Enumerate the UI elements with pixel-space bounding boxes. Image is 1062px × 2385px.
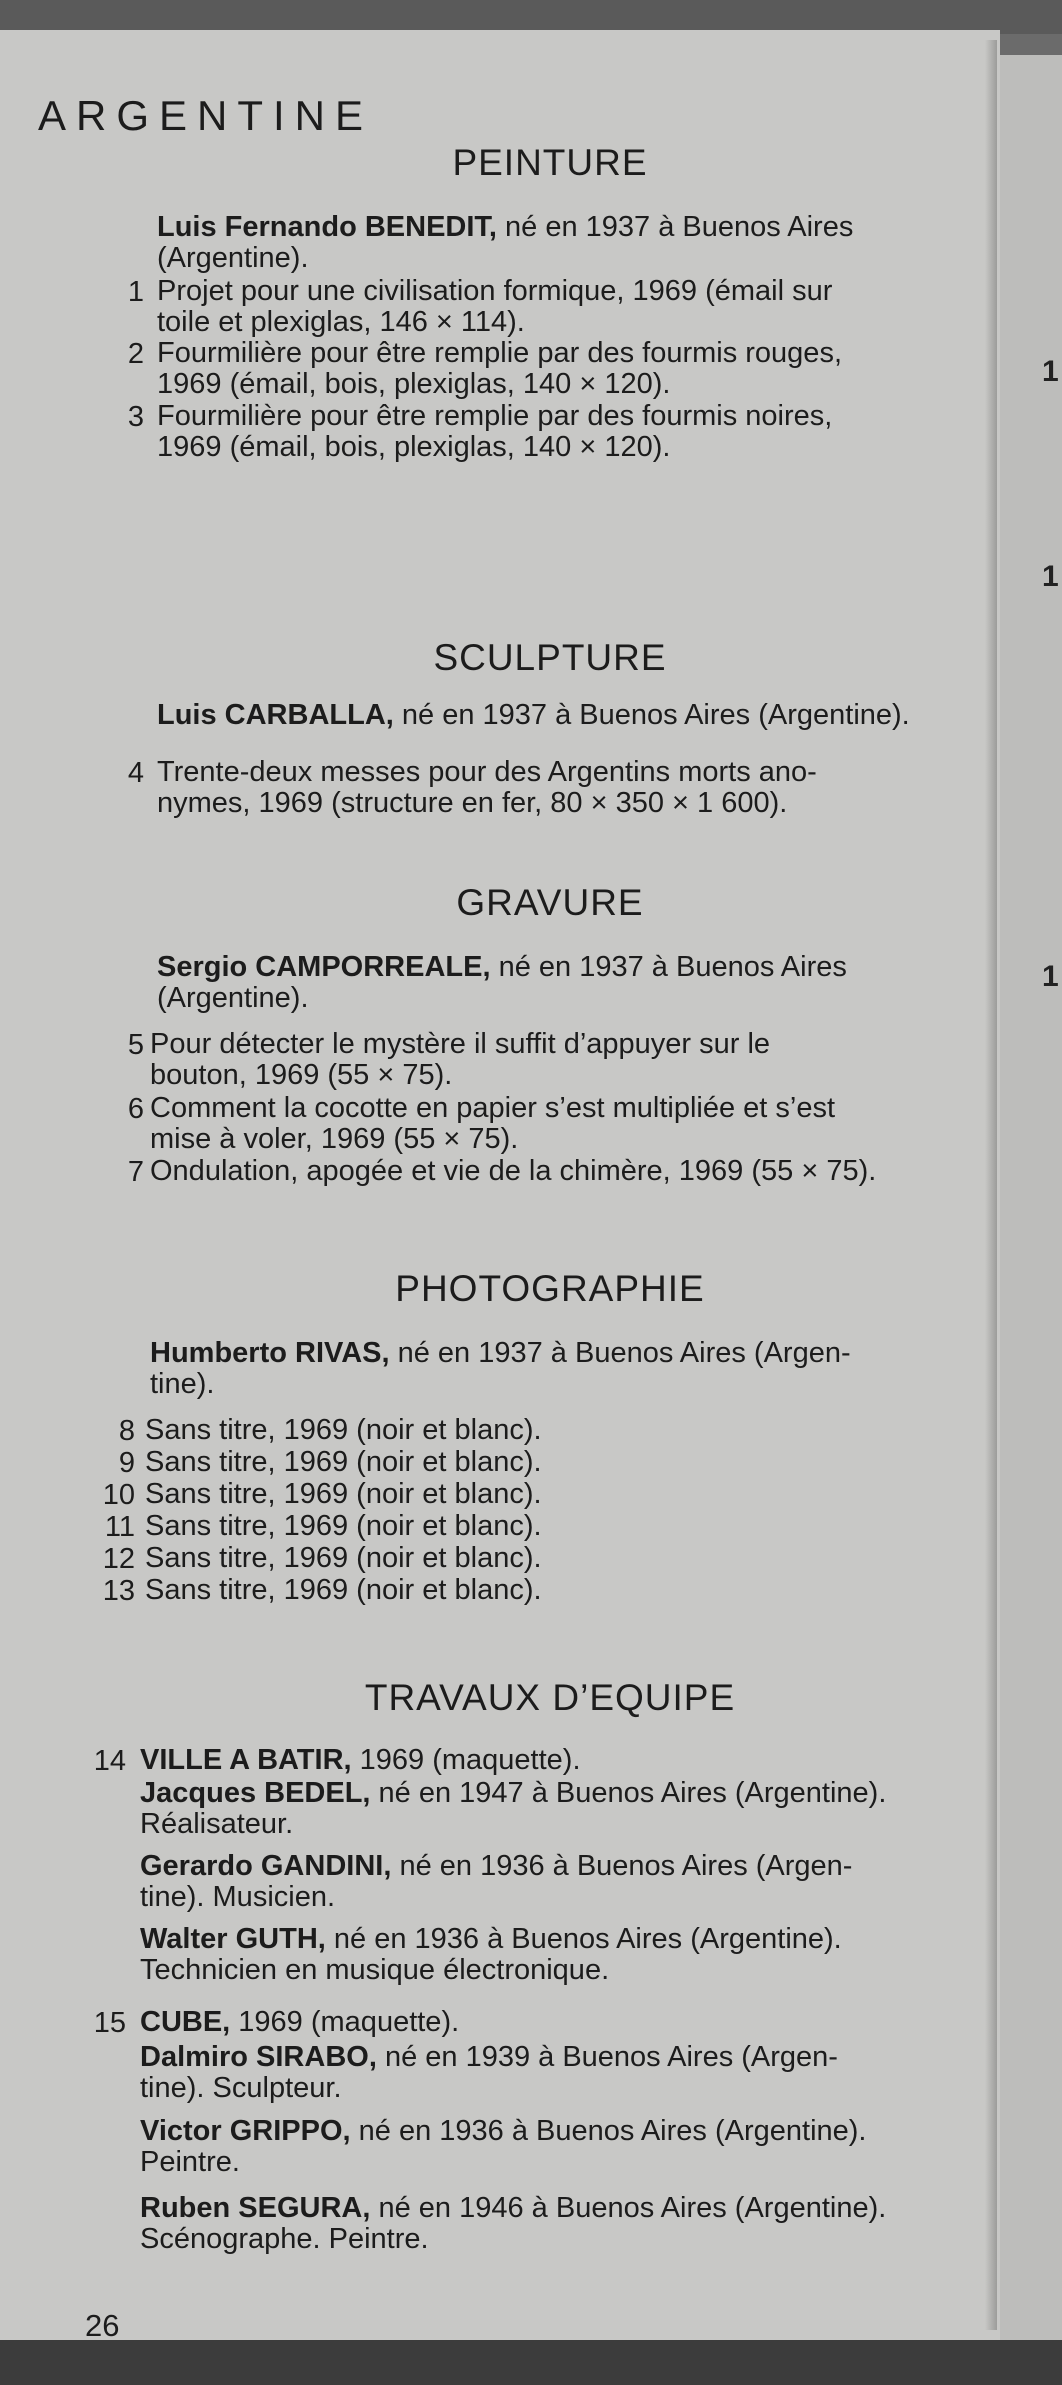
member-name: Ruben SEGURA, (140, 2192, 371, 2224)
adjacent-page-fragment: 1 (1042, 560, 1059, 593)
member-role: tine). Sculpteur. (140, 2072, 342, 2104)
member-entry (140, 1778, 886, 1808)
work-details: 1969 (maquette). (359, 1744, 581, 1776)
section-title-travaux-equipe: TRAVAUX D’EQUIPE (364, 1677, 736, 1718)
adjacent-page (990, 55, 1062, 2345)
work-number: 3 (127, 401, 144, 433)
work-number: 12 (102, 1543, 135, 1575)
work-number: 1 (127, 276, 144, 308)
member-role: Scénographe. Peintre. (140, 2223, 429, 2255)
work-number: 5 (127, 1029, 144, 1061)
work-number: 4 (127, 757, 144, 789)
work-title: Sans titre, 1969 (noir et blanc). (145, 1510, 542, 1542)
section-title-photographie: PHOTOGRAPHIE (395, 1268, 705, 1309)
work-title: Projet pour une civilisation formique, 1969 (émail sur (157, 275, 833, 307)
member-entry (140, 1924, 842, 1954)
section-title-peinture: PEINTURE (452, 142, 648, 183)
member-name: Walter GUTH, (140, 1923, 326, 1955)
work-title: VILLE A BATIR, (140, 1744, 352, 1776)
artist-name: Luis Fernando BENEDIT, (157, 211, 497, 243)
member-name: Dalmiro SIRABO, (140, 2041, 377, 2073)
work-number: 15 (93, 2007, 126, 2039)
artist-bio: né en 1937 à Buenos Aires (Argentine). (401, 699, 910, 731)
artist-entry (150, 1338, 851, 1368)
member-name: Jacques BEDEL, (140, 1777, 371, 1809)
work-number: 14 (93, 1745, 126, 1777)
member-bio: né en 1936 à Buenos Aires (Argen- (399, 1850, 853, 1882)
artist-bio: né en 1937 à Buenos Aires (505, 211, 854, 243)
member-bio: né en 1936 à Buenos Aires (Argentine). (333, 1923, 842, 1955)
work-entry (140, 1745, 581, 1775)
work-title: Trente-deux messes pour des Argentins morts ano- (157, 756, 817, 788)
work-details: 1969 (maquette). (238, 2006, 460, 2038)
adjacent-page-fragment: 1 (1042, 960, 1059, 993)
work-title: Sans titre, 1969 (noir et blanc). (145, 1542, 542, 1574)
member-role: Réalisateur. (140, 1808, 294, 1840)
catalog-page (0, 30, 1000, 2343)
page-edge-shadow (985, 40, 997, 2330)
work-title: Pour détecter le mystère il suffit d’appuyer sur le (150, 1028, 771, 1060)
work-details: 1969 (émail, bois, plexiglas, 140 × 120). (157, 368, 671, 400)
work-title: Sans titre, 1969 (noir et blanc). (145, 1478, 542, 1510)
member-entry (140, 1851, 852, 1881)
member-bio: né en 1939 à Buenos Aires (Argen- (384, 2041, 838, 2073)
work-number: 9 (118, 1447, 135, 1479)
member-entry (140, 2193, 886, 2223)
work-number: 7 (127, 1156, 144, 1188)
work-title: Sans titre, 1969 (noir et blanc). (145, 1414, 542, 1446)
work-entry (140, 2007, 459, 2037)
work-title: Sans titre, 1969 (noir et blanc). (145, 1574, 542, 1606)
top-background (0, 0, 1062, 34)
artist-name: Humberto RIVAS, (150, 1337, 390, 1369)
work-title: Comment la cocotte en papier s’est multipliée et s’est (150, 1092, 836, 1124)
work-number: 2 (127, 338, 144, 370)
work-number: 10 (102, 1479, 135, 1511)
work-number: 11 (104, 1511, 135, 1543)
adjacent-page-fragment: 1 (1042, 355, 1059, 388)
section-title-gravure: GRAVURE (456, 882, 644, 923)
artist-name: Luis CARBALLA, (157, 699, 394, 731)
work-details: 1969 (émail, bois, plexiglas, 140 × 120). (157, 431, 671, 463)
artist-bio: né en 1937 à Buenos Aires (Argen- (397, 1337, 851, 1369)
member-bio: né en 1936 à Buenos Aires (Argentine). (358, 2115, 867, 2147)
member-entry (140, 2116, 866, 2146)
artist-bio-continued: tine). (150, 1368, 215, 1400)
work-details: nymes, 1969 (structure en fer, 80 × 350 × 1 600). (157, 787, 788, 819)
member-name: Gerardo GANDINI, (140, 1850, 392, 1882)
work-number: 6 (127, 1093, 144, 1125)
work-title: CUBE, (140, 2006, 231, 2038)
artist-bio-continued: (Argentine). (157, 242, 309, 274)
member-role: Technicien en musique électronique. (140, 1954, 610, 1986)
artist-entry (157, 212, 853, 242)
work-title: Ondulation, apogée et vie de la chimère, 1969 (55 × 75). (150, 1155, 877, 1187)
artist-bio: né en 1937 à Buenos Aires (498, 951, 847, 983)
country-heading: ARGENTINE (38, 92, 374, 139)
artist-entry (157, 700, 910, 730)
page-number: 26 (85, 2308, 120, 2343)
artist-entry (157, 952, 847, 982)
work-title: Fourmilière pour être remplie par des fourmis rouges, (157, 337, 842, 369)
section-title-sculpture: SCULPTURE (433, 637, 667, 678)
artist-name: Sergio CAMPORREALE, (157, 951, 491, 983)
bottom-background (0, 2340, 1062, 2385)
artist-bio-continued: (Argentine). (157, 982, 309, 1014)
member-entry (140, 2042, 838, 2072)
work-title: Sans titre, 1969 (noir et blanc). (145, 1446, 542, 1478)
member-role: tine). Musicien. (140, 1881, 336, 1913)
member-bio: né en 1946 à Buenos Aires (Argentine). (378, 2192, 887, 2224)
member-role: Peintre. (140, 2146, 240, 2178)
member-bio: né en 1947 à Buenos Aires (Argentine). (378, 1777, 887, 1809)
work-number: 13 (102, 1575, 135, 1607)
work-title: Fourmilière pour être remplie par des fourmis noires, (157, 400, 833, 432)
work-number: 8 (118, 1415, 135, 1447)
work-details: bouton, 1969 (55 × 75). (150, 1059, 453, 1091)
work-details: mise à voler, 1969 (55 × 75). (150, 1123, 519, 1155)
member-name: Victor GRIPPO, (140, 2115, 351, 2147)
work-details: toile et plexiglas, 146 × 114). (157, 306, 525, 338)
